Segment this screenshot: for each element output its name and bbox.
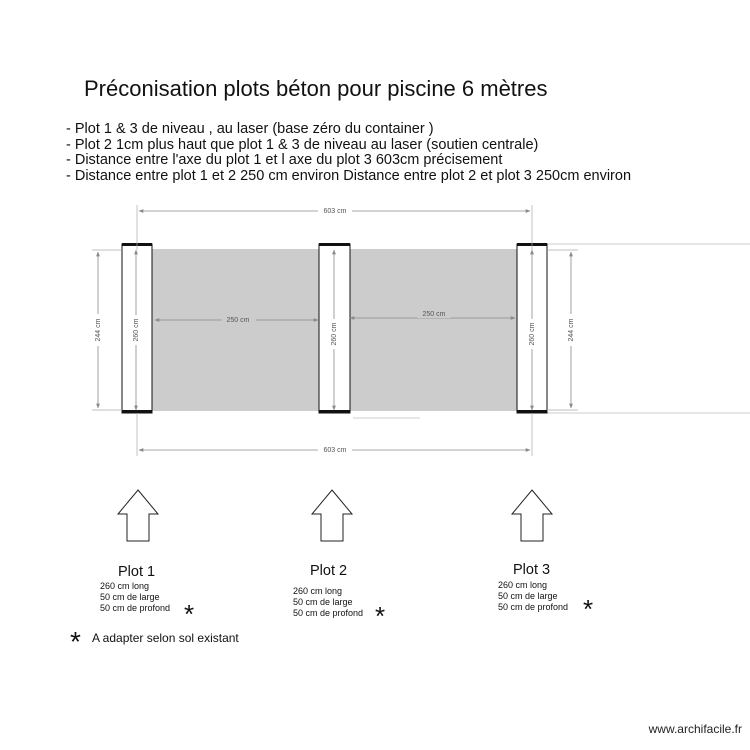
dimension-bottom-total xyxy=(137,413,532,456)
dimension-label: 244 cm xyxy=(568,318,575,342)
plot-spec-line: 260 cm long xyxy=(498,580,548,590)
dimension-label: 260 cm xyxy=(133,318,140,342)
note-line: - Distance entre l'axe du plot 1 et l axe du plot 3 603cm précisement xyxy=(66,152,503,168)
arrow-up-icon xyxy=(312,490,352,541)
dimension-label: 260 cm xyxy=(331,322,338,346)
dimension-height-right xyxy=(547,250,578,410)
plot-spec-line: 260 cm long xyxy=(100,581,150,591)
plot-spec-line: 50 cm de profond xyxy=(293,608,364,618)
pool-section-left xyxy=(152,249,319,411)
note-line: - Plot 1 & 3 de niveau , au laser (base zéro du container ) xyxy=(66,121,434,137)
plot-spec-line: 50 cm de profond xyxy=(100,603,171,613)
plot-spec-line: 50 cm de large xyxy=(498,591,558,601)
plot-1-label: Plot 1 xyxy=(118,564,156,580)
plot-spec-line: 50 cm de large xyxy=(293,597,353,607)
footnote-text: A adapter selon sol existant xyxy=(92,631,239,645)
plot-spec-line: 50 cm de profond xyxy=(498,602,569,612)
diagram-title: Préconisation plots béton pour piscine 6 mètres xyxy=(84,76,548,101)
dimension-height-left xyxy=(92,250,122,410)
dimension-label: 250 cm xyxy=(226,317,250,324)
asterisk-icon: * xyxy=(184,599,195,629)
plot-1-specs xyxy=(100,581,170,614)
asterisk-icon: * xyxy=(375,601,386,631)
asterisk-icon: * xyxy=(70,626,81,657)
arrow-up-icon xyxy=(118,490,158,541)
pool-section-right xyxy=(350,249,517,411)
plot-2-specs xyxy=(293,586,363,619)
note-line: - Distance entre plot 1 et 2 250 cm environ Distance entre plot 2 et plot 3 250cm environ xyxy=(66,167,632,184)
plot-spec-line: 50 cm de large xyxy=(100,592,160,602)
plot-3-label: Plot 3 xyxy=(513,562,551,578)
dimension-label: 603 cm xyxy=(323,447,347,454)
note-line: - Plot 2 1cm plus haut que plot 1 & 3 de niveau au laser (soutien centrale) xyxy=(66,136,539,153)
plot-spec-line: 260 cm long xyxy=(293,586,343,596)
plot-2-label: Plot 2 xyxy=(310,563,348,579)
plot-3-specs xyxy=(498,580,568,613)
dimension-label: 244 cm xyxy=(95,318,102,342)
dimension-label: 250 cm xyxy=(422,311,446,318)
arrow-up-icon xyxy=(512,490,552,541)
asterisk-icon: * xyxy=(583,594,594,624)
watermark: www.archifacile.fr xyxy=(648,722,742,736)
dimension-label: 260 cm xyxy=(529,322,536,346)
dimension-label: 603 cm xyxy=(323,208,347,215)
